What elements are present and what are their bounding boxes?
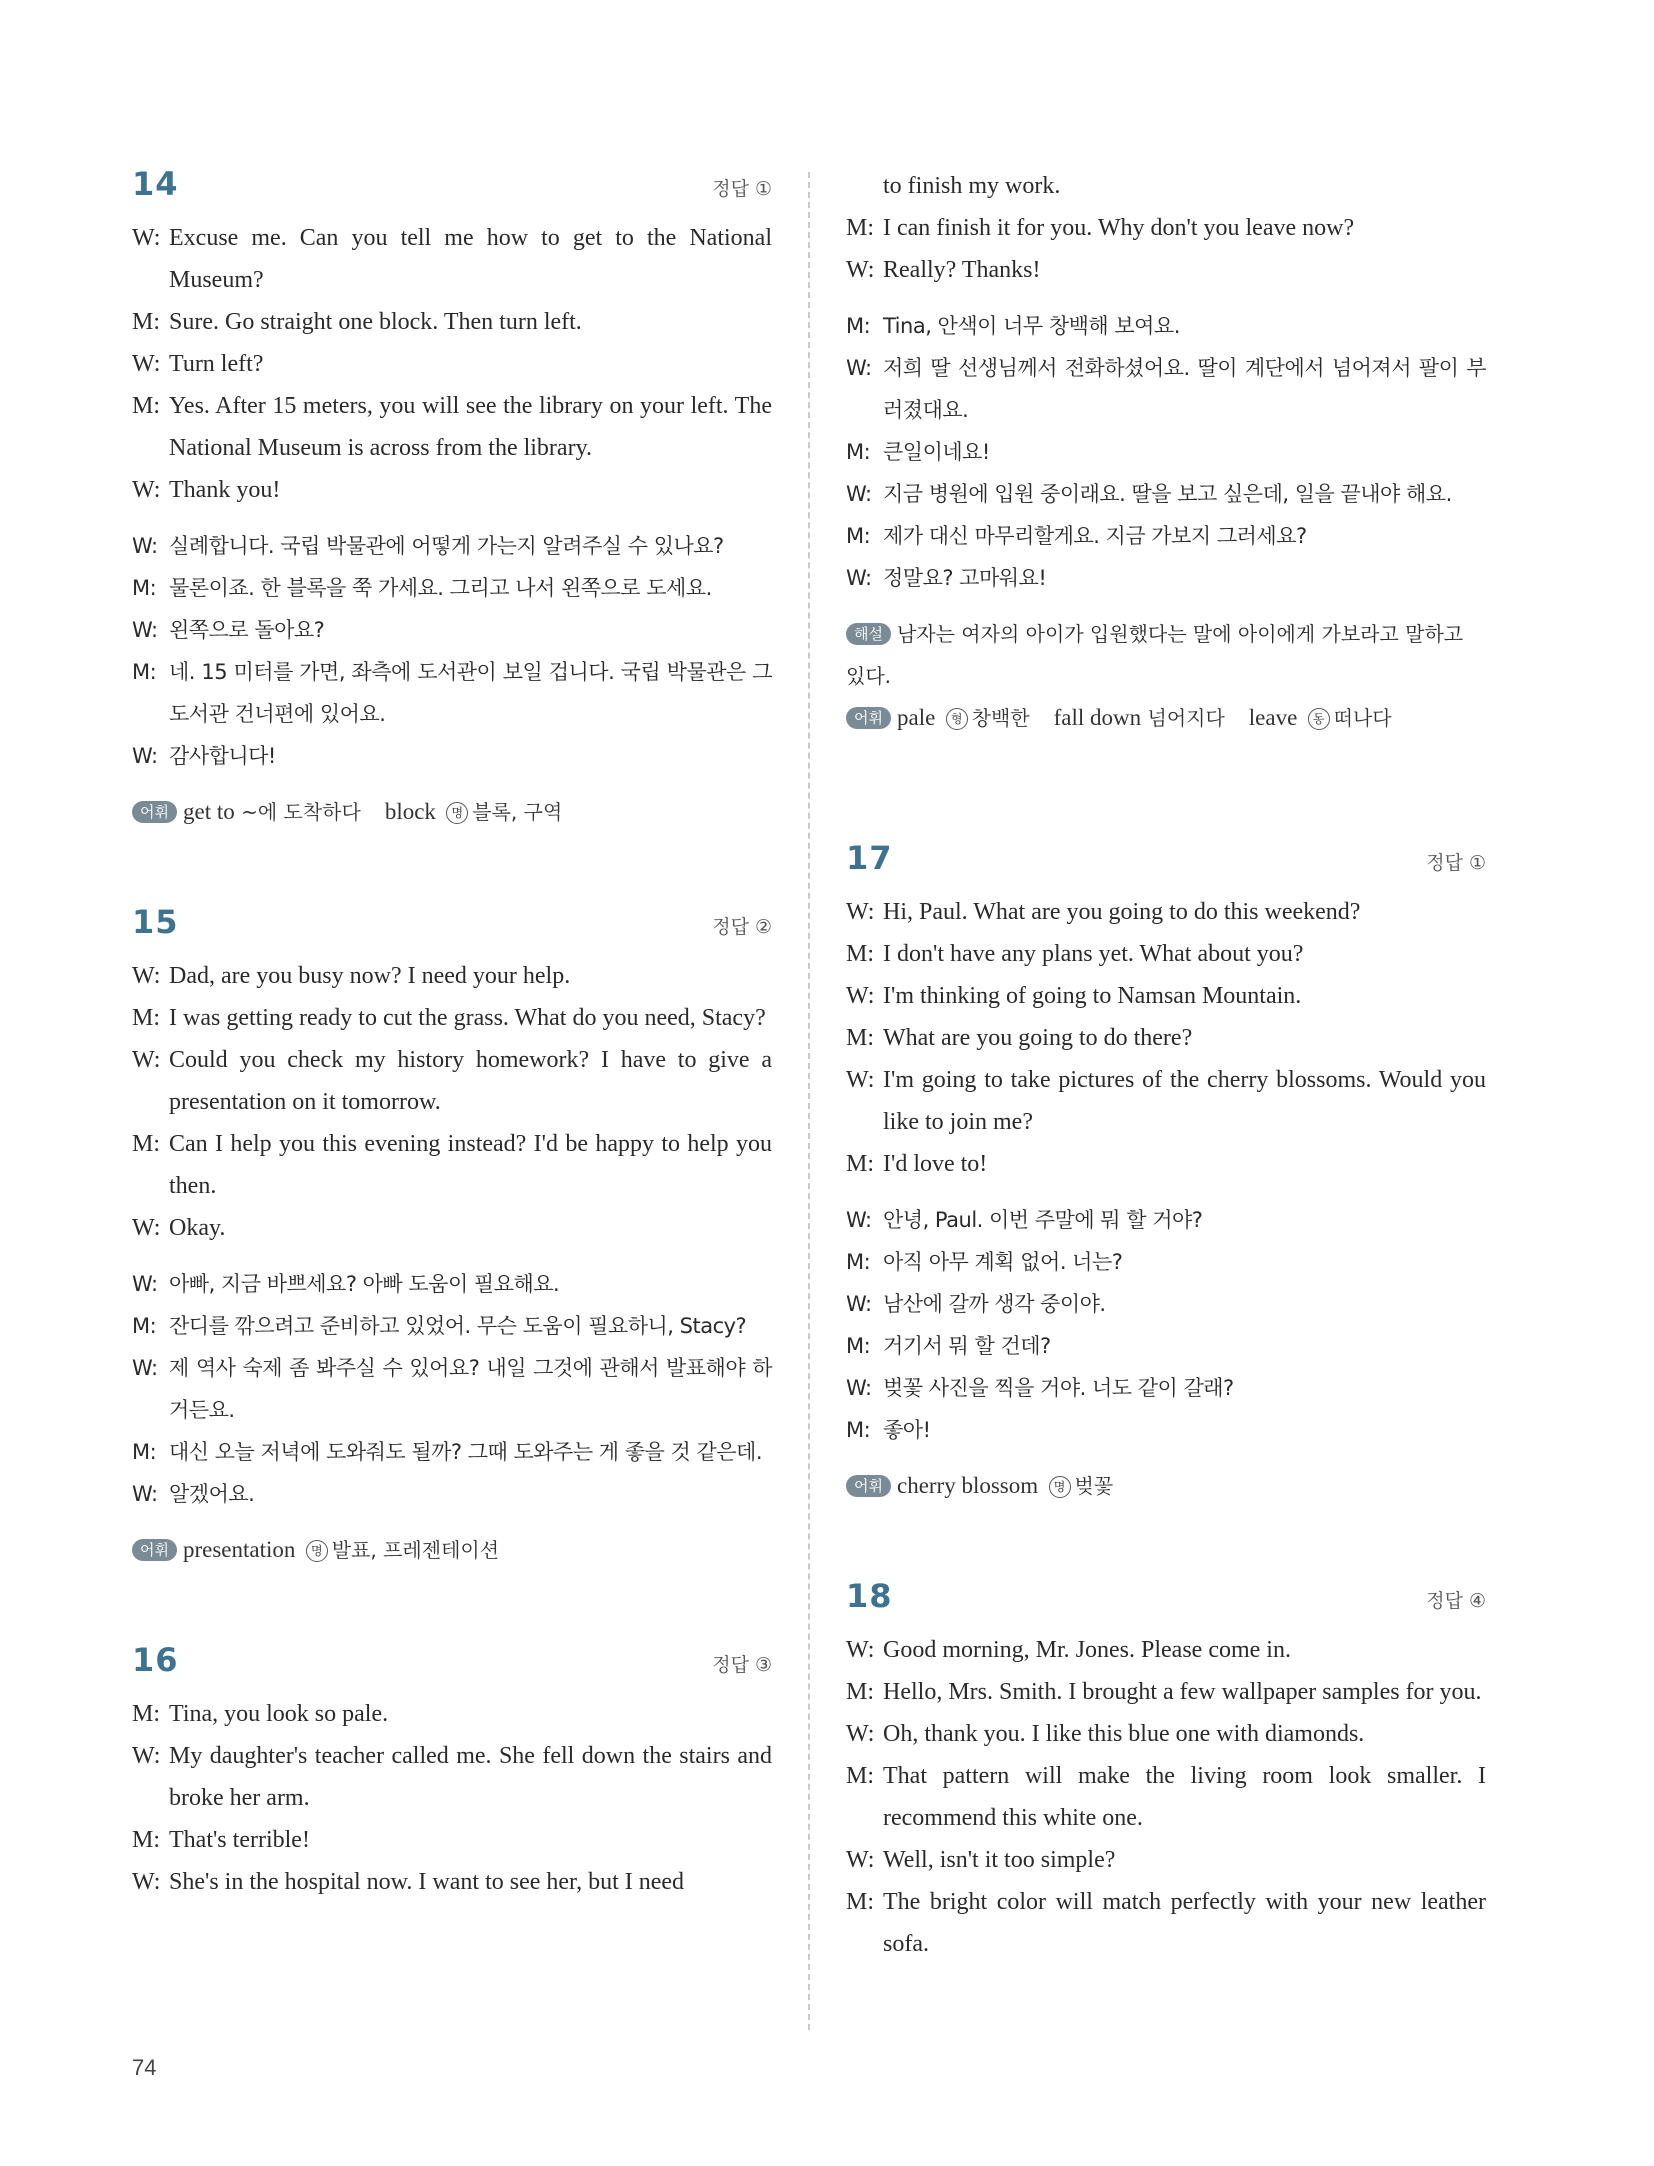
speaker-label: M: (846, 524, 871, 548)
speaker-label: W: (846, 482, 872, 506)
dialog-english (132, 1693, 772, 1903)
answer-label: 정답 ④ (1426, 1590, 1486, 1612)
dialog-korean (846, 305, 1486, 599)
dialog-text: Thank you! (169, 477, 281, 503)
speaker-label: W: (132, 1743, 161, 1769)
left-column (132, 165, 772, 1903)
dialog-line (132, 997, 772, 1039)
dialog-text: 거기서 뭐 할 건데? (883, 1334, 1051, 1358)
dialog-text: 큰일이네요! (883, 440, 990, 464)
dialog-text: 대신 오늘 저녁에 도와줘도 될까? 그때 도와주는 게 좋을 것 같은데. (169, 1440, 763, 1464)
dialog-text: 제 역사 숙제 좀 봐주실 수 있어요? 내일 그것에 관해서 발표해야 하거든요. (169, 1356, 772, 1422)
dialog-text: 지금 병원에 입원 중이래요. 딸을 보고 싶은데, 일을 끝내야 해요. (883, 482, 1452, 506)
dialog-english (132, 217, 772, 511)
dialog-text: 좋아! (883, 1418, 931, 1442)
speaker-label: W: (846, 566, 872, 590)
dialog-line (846, 1283, 1486, 1325)
speaker-label: M: (132, 1827, 161, 1853)
part-of-speech-badge: 동 (1308, 708, 1330, 730)
dialog-text: 물론이죠. 한 블록을 쭉 가세요. 그리고 나서 왼쪽으로 도세요. (169, 576, 712, 600)
answer-label: 정답 ③ (712, 1654, 772, 1676)
explanation-note (846, 613, 1486, 697)
right-column (846, 165, 1486, 1965)
dialog-text: I'm going to take pictures of the cherry blossoms. Would you like to join me? (883, 1067, 1486, 1135)
dialog-text: Well, isn't it too simple? (883, 1847, 1116, 1873)
dialog-line (132, 651, 772, 735)
vocab-item (897, 1474, 1113, 1498)
dialog-line (132, 1263, 772, 1305)
speaker-label: W: (132, 225, 161, 251)
dialog-text: 아빠, 지금 바쁘세요? 아빠 도움이 필요해요. (169, 1272, 560, 1296)
dialog-line (132, 343, 772, 385)
dialog-line (132, 217, 772, 301)
part-of-speech-badge: 명 (446, 802, 468, 824)
dialog-text: 왼쪽으로 돌아요? (169, 618, 325, 642)
column-divider (808, 172, 810, 2030)
speaker-label: M: (132, 1440, 157, 1464)
question-14 (132, 165, 772, 833)
dialog-text: Tina, you look so pale. (169, 1701, 389, 1727)
dialog-text: 잔디를 깎으려고 준비하고 있었어. 무슨 도움이 필요하니, Stacy? (169, 1314, 747, 1338)
dialog-text: I don't have any plans yet. What about you? (883, 941, 1304, 967)
dialog-text: 벚꽃 사진을 찍을 거야. 너도 같이 갈래? (883, 1376, 1234, 1400)
dialog-line (132, 1347, 772, 1431)
vocab-note (846, 1465, 1486, 1507)
speaker-label: M: (846, 1889, 875, 1915)
speaker-label: M: (132, 576, 157, 600)
speaker-label: M: (846, 1025, 875, 1051)
section-header (132, 165, 772, 203)
speaker-label: W: (132, 1272, 158, 1296)
dialog-line (132, 1819, 772, 1861)
speaker-label: W: (132, 1215, 161, 1241)
dialog-line (846, 557, 1486, 599)
vocab-term: pale (896, 705, 936, 730)
dialog-line (846, 1839, 1486, 1881)
vocab-term: leave (1248, 705, 1298, 730)
vocab-meaning: 넘어지다 (1147, 706, 1225, 730)
speaker-label: W: (132, 1482, 158, 1506)
speaker-label: W: (846, 1637, 875, 1663)
dialog-text: 남산에 갈까 생각 중이야. (883, 1292, 1106, 1316)
dialog-line (132, 469, 772, 511)
speaker-label: W: (132, 744, 158, 768)
dialog-line (846, 473, 1486, 515)
vocab-meaning: 블록, 구역 (472, 800, 563, 824)
dialog-line (846, 1755, 1486, 1839)
speaker-label: M: (846, 215, 875, 241)
speaker-label: M: (132, 660, 157, 684)
question-16-continued (846, 165, 1486, 739)
dialog-text: That pattern will make the living room look smaller. I recommend this white one. (883, 1763, 1486, 1831)
vocab-item (385, 800, 562, 824)
dialog-text: Sure. Go straight one block. Then turn left. (169, 309, 582, 335)
dialog-line (846, 515, 1486, 557)
speaker-label: W: (846, 1847, 875, 1873)
section-header (846, 839, 1486, 877)
vocab-meaning: 창백한 (971, 706, 1030, 730)
dialog-text: Can I help you this evening instead? I'd be happy to help you then. (169, 1131, 772, 1199)
question-number: 18 (846, 1577, 893, 1615)
vocab-meaning: ~에 도착하다 (241, 800, 361, 824)
dialog-korean (846, 1199, 1486, 1451)
speaker-label: W: (132, 1356, 158, 1380)
question-number: 16 (132, 1641, 179, 1679)
section-header (846, 1577, 1486, 1615)
speaker-label: W: (846, 257, 875, 283)
dialog-line (132, 1735, 772, 1819)
speaker-label: M: (846, 1763, 875, 1789)
vocab-tag: 어휘 (132, 801, 177, 823)
question-17 (846, 839, 1486, 1507)
dialog-line (846, 1409, 1486, 1451)
dialog-text: I can finish it for you. Why don't you leave now? (883, 215, 1355, 241)
dialog-line (132, 301, 772, 343)
dialog-line (846, 1241, 1486, 1283)
question-16 (132, 1641, 772, 1903)
dialog-text: Excuse me. Can you tell me how to get to the National Museum? (169, 225, 772, 293)
vocab-item (183, 800, 361, 824)
speaker-label: W: (132, 477, 161, 503)
dialog-line (846, 1325, 1486, 1367)
vocab-term: fall down (1053, 705, 1142, 730)
dialog-line (132, 1123, 772, 1207)
dialog-line (846, 891, 1486, 933)
answer-label: 정답 ① (712, 178, 772, 200)
vocab-note (132, 791, 772, 833)
dialog-text: Tina, 안색이 너무 창백해 보여요. (883, 314, 1180, 338)
dialog-text: Turn left? (169, 351, 264, 377)
dialog-text: to finish my work. (883, 173, 1061, 199)
vocab-item (1054, 706, 1225, 730)
speaker-label: M: (846, 1250, 871, 1274)
dialog-line (132, 525, 772, 567)
dialog-english (846, 165, 1486, 291)
dialog-line (132, 1305, 772, 1347)
dialog-line (846, 1881, 1486, 1965)
page-number: 74 (132, 2055, 157, 2080)
dialog-text: Yes. After 15 meters, you will see the library on your left. The National Museum is across from the library. (169, 393, 772, 461)
dialog-line (132, 1473, 772, 1515)
speaker-label: M: (132, 309, 161, 335)
dialog-text: 안녕, Paul. 이번 주말에 뭐 할 거야? (883, 1208, 1203, 1232)
dialog-text: That's terrible! (169, 1827, 310, 1853)
dialog-text: My daughter's teacher called me. She fell down the stairs and broke her arm. (169, 1743, 772, 1811)
dialog-text: Okay. (169, 1215, 226, 1241)
question-number: 17 (846, 839, 893, 877)
dialog-text: I was getting ready to cut the grass. What do you need, Stacy? (169, 1005, 766, 1031)
speaker-label: W: (846, 1376, 872, 1400)
dialog-text: What are you going to do there? (883, 1025, 1193, 1051)
vocab-tag: 어휘 (132, 1539, 177, 1561)
dialog-english (132, 955, 772, 1249)
dialog-line (846, 1671, 1486, 1713)
dialog-korean (132, 1263, 772, 1515)
dialog-line (846, 207, 1486, 249)
dialog-text: She's in the hospital now. I want to see her, but I need (169, 1869, 685, 1895)
vocab-item (1249, 706, 1392, 730)
question-18 (846, 1577, 1486, 1965)
speaker-label: M: (846, 941, 875, 967)
answer-label: 정답 ① (1426, 852, 1486, 874)
dialog-line (132, 567, 772, 609)
speaker-label: M: (132, 393, 161, 419)
dialog-line (132, 385, 772, 469)
vocab-item (183, 1538, 499, 1562)
dialog-text: I'd love to! (883, 1151, 988, 1177)
explanation-text: 남자는 여자의 아이가 입원했다는 말에 아이에게 가보라고 말하고 있다. (846, 622, 1464, 688)
dialog-text: 정말요? 고마워요! (883, 566, 1047, 590)
dialog-line (846, 975, 1486, 1017)
dialog-line (846, 347, 1486, 431)
question-number: 14 (132, 165, 179, 203)
dialog-line (132, 955, 772, 997)
vocab-meaning: 떠나다 (1333, 706, 1392, 730)
speaker-label: M: (846, 1151, 875, 1177)
dialog-line (132, 735, 772, 777)
dialog-line (132, 609, 772, 651)
part-of-speech-badge: 명 (1049, 1476, 1071, 1498)
dialog-line (846, 1367, 1486, 1409)
section-header (132, 1641, 772, 1679)
speaker-label: W: (132, 1047, 161, 1073)
dialog-text: 저희 딸 선생님께서 전화하셨어요. 딸이 계단에서 넘어져서 팔이 부러졌대요. (883, 356, 1486, 422)
dialog-line (132, 1207, 772, 1249)
speaker-label: W: (846, 1292, 872, 1316)
speaker-label: W: (132, 534, 158, 558)
dialog-text: Dad, are you busy now? I need your help. (169, 963, 571, 989)
dialog-line (132, 1039, 772, 1123)
speaker-label: M: (132, 1701, 161, 1727)
speaker-label: W: (846, 1721, 875, 1747)
speaker-label: M: (846, 440, 871, 464)
speaker-label: W: (132, 618, 158, 642)
dialog-text: 네. 15 미터를 가면, 좌측에 도서관이 보일 겁니다. 국립 박물관은 그 도서관 건너편에 있어요. (169, 660, 772, 726)
speaker-label: M: (846, 1334, 871, 1358)
dialog-text: Good morning, Mr. Jones. Please come in. (883, 1637, 1291, 1663)
dialog-line (846, 431, 1486, 473)
dialog-text: 제가 대신 마무리할게요. 지금 가보지 그러세요? (883, 524, 1307, 548)
speaker-label: W: (132, 351, 161, 377)
speaker-label: M: (846, 1679, 875, 1705)
question-15 (132, 903, 772, 1571)
speaker-label: M: (132, 1005, 161, 1031)
question-number: 15 (132, 903, 179, 941)
vocab-meaning: 벚꽃 (1074, 1474, 1114, 1498)
speaker-label: M: (132, 1314, 157, 1338)
dialog-line (846, 1713, 1486, 1755)
dialog-line (846, 1629, 1486, 1671)
dialog-line (846, 249, 1486, 291)
dialog-line (846, 1199, 1486, 1241)
dialog-text: 감사합니다! (169, 744, 276, 768)
dialog-korean (132, 525, 772, 777)
speaker-label: W: (846, 899, 875, 925)
vocab-term: get to (182, 799, 235, 824)
dialog-line (846, 165, 1486, 207)
vocab-term: cherry blossom (896, 1473, 1039, 1498)
dialog-text: The bright color will match perfectly with your new leather sofa. (883, 1889, 1486, 1957)
part-of-speech-badge: 형 (946, 708, 968, 730)
section-header (132, 903, 772, 941)
vocab-term: presentation (182, 1537, 296, 1562)
dialog-text: I'm thinking of going to Namsan Mountain. (883, 983, 1302, 1009)
explain-tag: 해설 (846, 623, 891, 645)
speaker-label: W: (846, 1208, 872, 1232)
dialog-english (846, 1629, 1486, 1965)
dialog-text: Really? Thanks! (883, 257, 1041, 283)
dialog-text: 실례합니다. 국립 박물관에 어떻게 가는지 알려주실 수 있나요? (169, 534, 724, 558)
dialog-text: Hi, Paul. What are you going to do this weekend? (883, 899, 1361, 925)
dialog-text: 알겠어요. (169, 1482, 255, 1506)
dialog-line (846, 1059, 1486, 1143)
dialog-text: 아직 아무 계획 없어. 너는? (883, 1250, 1123, 1274)
dialog-line (132, 1861, 772, 1903)
vocab-note (846, 697, 1486, 739)
dialog-text: Oh, thank you. I like this blue one with diamonds. (883, 1721, 1365, 1747)
speaker-label: M: (132, 1131, 161, 1157)
speaker-label: W: (846, 983, 875, 1009)
speaker-label: W: (846, 1067, 875, 1093)
part-of-speech-badge: 명 (306, 1540, 328, 1562)
dialog-english (846, 891, 1486, 1185)
dialog-line (132, 1431, 772, 1473)
speaker-label: W: (132, 1869, 161, 1895)
dialog-line (846, 933, 1486, 975)
dialog-text: Hello, Mrs. Smith. I brought a few wallpaper samples for you. (883, 1679, 1482, 1705)
vocab-item (897, 706, 1030, 730)
vocab-tag: 어휘 (846, 707, 891, 729)
dialog-line (846, 1017, 1486, 1059)
vocab-meaning: 발표, 프레젠테이션 (331, 1538, 500, 1562)
dialog-line (846, 1143, 1486, 1185)
vocab-tag: 어휘 (846, 1475, 891, 1497)
answer-label: 정답 ② (712, 916, 772, 938)
vocab-term: block (384, 799, 436, 824)
speaker-label: M: (846, 1418, 871, 1442)
dialog-line (132, 1693, 772, 1735)
dialog-text: Could you check my history homework? I have to give a presentation on it tomorrow. (169, 1047, 772, 1115)
dialog-line (846, 305, 1486, 347)
speaker-label: W: (132, 963, 161, 989)
vocab-note (132, 1529, 772, 1571)
speaker-label: W: (846, 356, 872, 380)
speaker-label: M: (846, 314, 871, 338)
